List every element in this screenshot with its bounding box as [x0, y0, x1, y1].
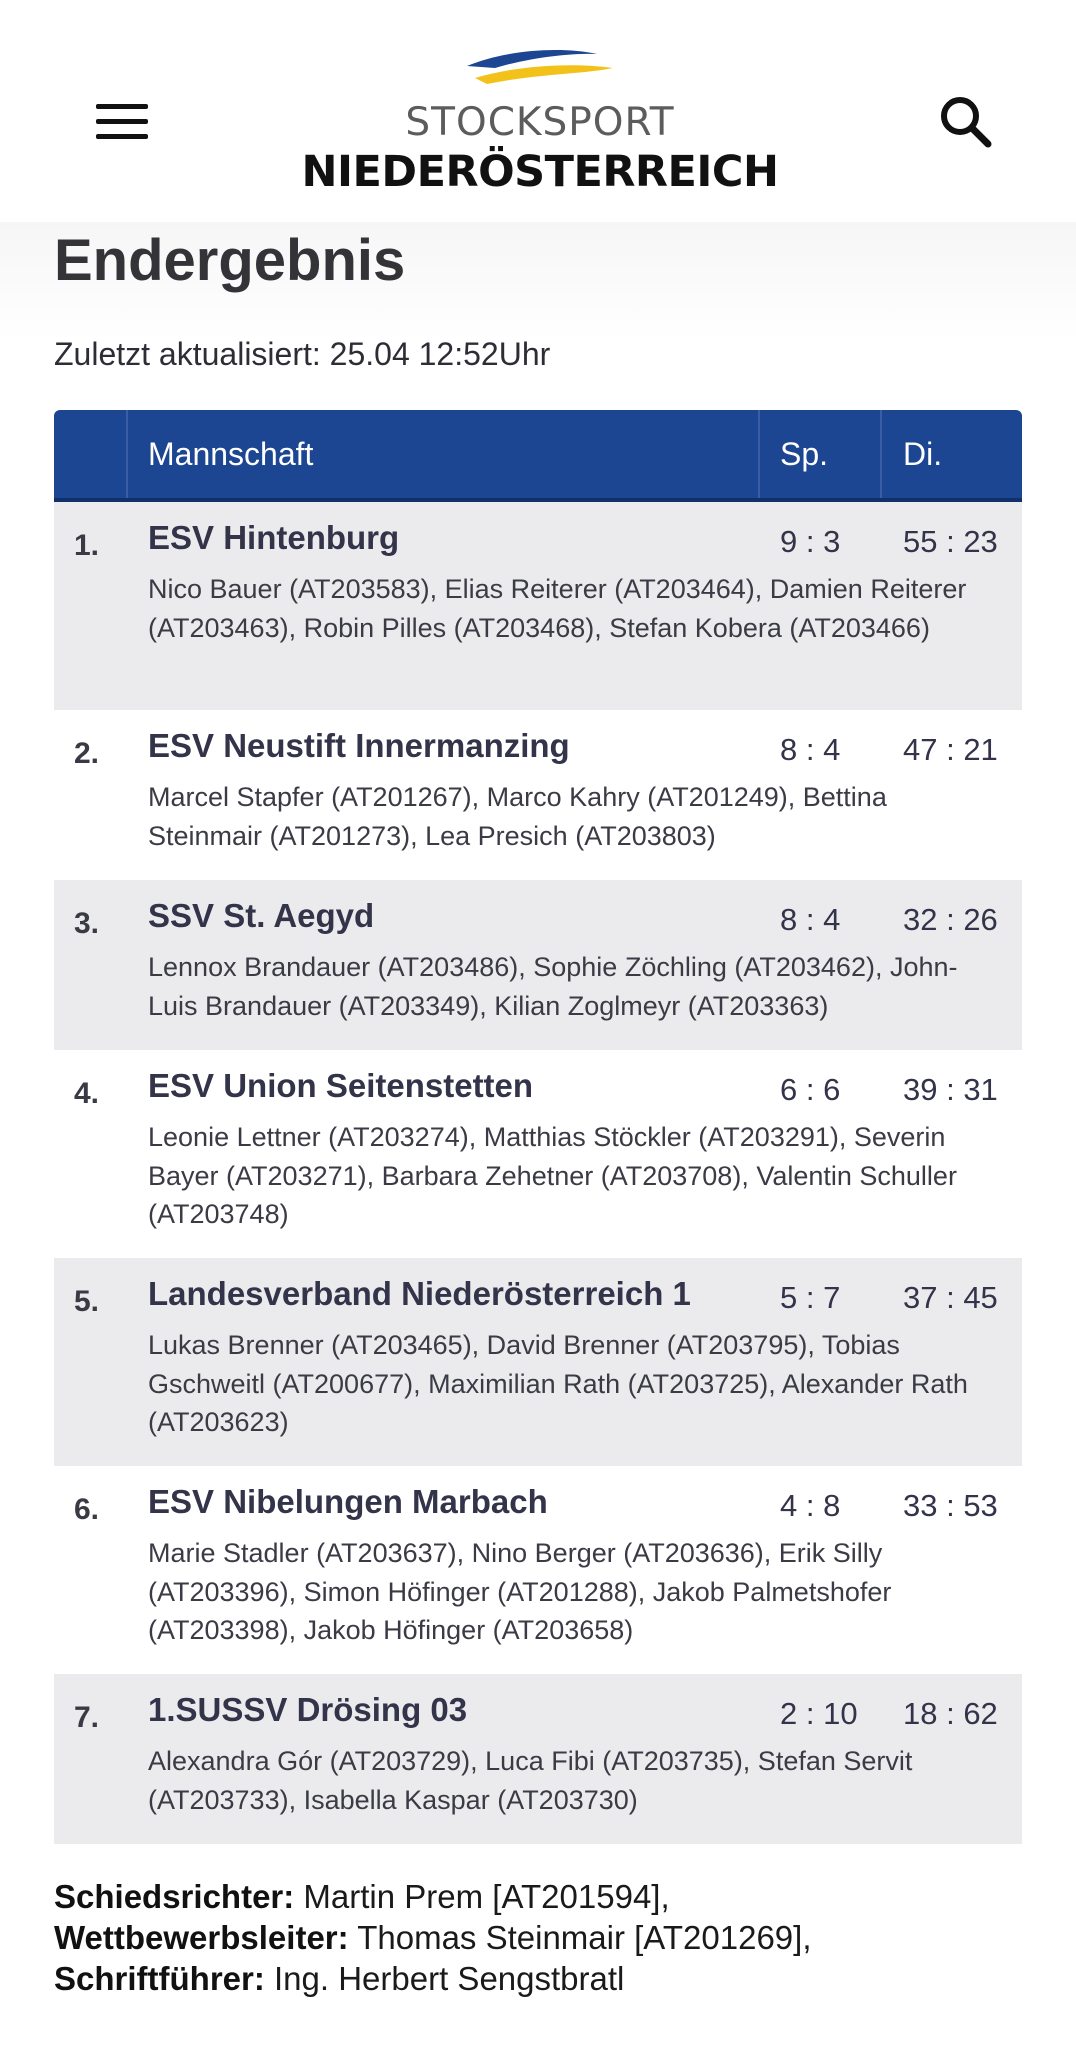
- logo-text-stocksport: STOCKSPORT: [405, 100, 675, 145]
- table-row[interactable]: [54, 1466, 1022, 1674]
- games-score: 8 : 4: [780, 902, 841, 937]
- rank-cell: 6.: [74, 1493, 100, 1526]
- table-row[interactable]: [54, 1050, 1022, 1258]
- referee-value: Martin Prem [AT201594],: [303, 1878, 670, 1915]
- column-header-sp[interactable]: Sp.: [780, 436, 829, 472]
- column-header-team[interactable]: Mannschaft: [148, 436, 314, 472]
- points-score: 32 : 26: [903, 902, 998, 937]
- competition-director-label: Wettbewerbsleiter:: [54, 1919, 349, 1956]
- officials-section: [54, 1876, 1022, 1999]
- team-name[interactable]: Landesverband Niederösterreich 1: [148, 1275, 691, 1312]
- games-score: 5 : 7: [780, 1280, 841, 1315]
- player-list: Marcel Stapfer (AT201267), Marco Kahry (AT201249), Bettina Steinmair (AT201273), Lea Presich (AT203803): [148, 782, 887, 851]
- header-divider: [126, 410, 128, 498]
- games-score: 6 : 6: [780, 1072, 841, 1107]
- results-table: [54, 410, 1022, 1844]
- scorer-line: [54, 1958, 1022, 1999]
- points-score: 55 : 23: [903, 524, 998, 559]
- points-score: 37 : 45: [903, 1280, 998, 1315]
- rank-cell: 4.: [74, 1077, 100, 1110]
- team-name[interactable]: ESV Nibelungen Marbach: [148, 1483, 548, 1520]
- column-header-di[interactable]: Di.: [903, 436, 943, 472]
- table-row[interactable]: [54, 710, 1022, 880]
- logo-swoosh-icon: [465, 44, 615, 90]
- table-header: [54, 410, 1022, 502]
- scorer-value: Ing. Herbert Sengstbratl: [274, 1960, 625, 1997]
- team-name[interactable]: ESV Neustift Innermanzing: [148, 727, 570, 764]
- player-list: Lennox Brandauer (AT203486), Sophie Zöchling (AT203462), John-Luis Brandauer (AT203349), Kilian Zoglmeyr (AT203363): [148, 952, 958, 1021]
- search-icon[interactable]: [938, 94, 994, 150]
- site-header: [0, 0, 1076, 222]
- scorer-label: Schriftführer:: [54, 1960, 265, 1997]
- player-list: Nico Bauer (AT203583), Elias Reiterer (AT203464), Damien Reiterer (AT203463), Robin Pilles (AT203468), Stefan Kobera (AT203466): [148, 574, 967, 643]
- player-list: Marie Stadler (AT203637), Nino Berger (AT203636), Erik Silly (AT203396), Simon Höfinger (AT201288), Jakob Palmetshofer (AT203398), Jakob Höfinger (AT203658): [148, 1538, 892, 1645]
- games-score: 8 : 4: [780, 732, 841, 767]
- hamburger-menu-icon[interactable]: [96, 104, 148, 140]
- rank-cell: 3.: [74, 907, 100, 940]
- points-score: 33 : 53: [903, 1488, 998, 1523]
- team-name[interactable]: ESV Union Seitenstetten: [148, 1067, 534, 1104]
- games-score: 4 : 8: [780, 1488, 841, 1523]
- games-score: 2 : 10: [780, 1696, 858, 1731]
- rank-cell: 2.: [74, 737, 100, 770]
- rank-cell: 1.: [74, 529, 100, 562]
- competition-director-value: Thomas Steinmair [AT201269],: [357, 1919, 812, 1956]
- player-list: Alexandra Gór (AT203729), Luca Fibi (AT203735), Stefan Servit (AT203733), Isabella Kaspar (AT203730): [148, 1746, 913, 1815]
- site-logo[interactable]: [290, 44, 790, 204]
- rank-cell: 7.: [74, 1701, 100, 1734]
- player-list: Lukas Brenner (AT203465), David Brenner (AT203795), Tobias Gschweitl (AT200677), Maximilian Rath (AT203725), Alexander Rath (AT203623): [148, 1330, 968, 1437]
- referee-label: Schiedsrichter:: [54, 1878, 295, 1915]
- points-score: 47 : 21: [903, 732, 998, 767]
- team-name[interactable]: ESV Hintenburg: [148, 519, 400, 556]
- player-list: Leonie Lettner (AT203274), Matthias Stöckler (AT203291), Severin Bayer (AT203271), Barbara Zehetner (AT203708), Valentin Schuller (AT203748): [148, 1122, 957, 1229]
- logo-text-niederoesterreich: NIEDERÖSTERREICH: [301, 147, 779, 197]
- competition-director-line: [54, 1917, 1022, 1958]
- table-row[interactable]: [54, 1674, 1022, 1844]
- last-updated-text: Zuletzt aktualisiert: 25.04 12:52Uhr: [54, 336, 551, 372]
- table-row[interactable]: [54, 1258, 1022, 1466]
- team-name[interactable]: SSV St. Aegyd: [148, 897, 375, 934]
- points-score: 39 : 31: [903, 1072, 998, 1107]
- table-row[interactable]: [54, 502, 1022, 710]
- header-divider: [880, 410, 882, 498]
- team-name[interactable]: 1.SUSSV Drösing 03: [148, 1691, 468, 1728]
- table-row[interactable]: [54, 880, 1022, 1050]
- points-score: 18 : 62: [903, 1696, 998, 1731]
- page-title: Endergebnis: [54, 228, 406, 293]
- games-score: 9 : 3: [780, 524, 841, 559]
- header-divider: [758, 410, 760, 498]
- rank-cell: 5.: [74, 1285, 100, 1318]
- referee-line: [54, 1876, 1022, 1917]
